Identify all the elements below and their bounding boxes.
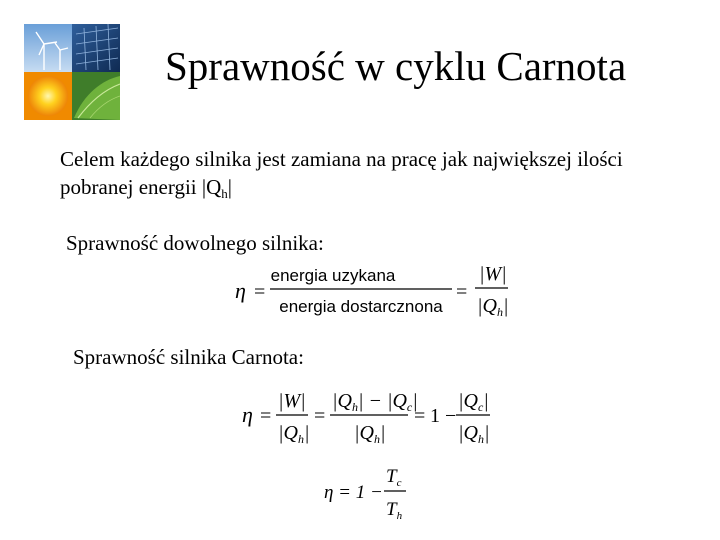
fraction1-denominator: $|Q_h|$ [278,422,310,446]
sun-icon [28,76,68,116]
fraction3-denominator: $|Q_h|$ [458,422,490,446]
label-any-engine: Sprawność dowolnego silnika: [66,231,324,255]
equals-sign: = [414,405,426,427]
efficiency-formula-general [230,256,520,326]
fraction2-denominator: $|Q_h|$ [354,422,386,446]
equals-sign: = [254,281,266,303]
wind-turbine-quadrant [24,24,72,72]
temperature-numerator: $T_c$ [386,466,402,489]
numerator-words: energia uzykana [270,266,396,285]
numerator-work: |W| [479,263,507,285]
fraction1-numerator: |W| [278,390,306,412]
fraction2-numerator: $|Q_h| - |Q_c|$ [332,390,418,414]
equals-sign: = [260,405,272,427]
fraction3-numerator: $|Q_c|$ [458,390,489,414]
denominator-heat: $|Q_h|$ [477,295,509,319]
intro-text: Celem każdego silnika jest zamiana na pracę jak największej ilości pobranej energii |Q [60,147,623,199]
denominator-words: energia dostarcznona [279,297,443,316]
efficiency-formula-temperature [322,463,412,527]
eta-equals-one-minus: η = 1 − [324,482,383,503]
temperature-denominator: $T_h$ [386,499,403,522]
page-title: Sprawność w cyklu Carnota [165,43,627,89]
one-minus: 1 − [430,405,457,427]
efficiency-formula-carnot [236,383,496,453]
intro-subscript: h [221,186,228,201]
eta-symbol: η [235,278,246,303]
equals-sign: = [314,405,326,427]
equals-sign: = [456,281,468,303]
intro-paragraph [60,145,680,208]
label-carnot-engine: Sprawność silnika Carnota: [73,345,304,369]
eta-symbol: η [242,402,253,427]
renewable-energy-logo [24,24,120,120]
intro-end: | [227,175,232,199]
